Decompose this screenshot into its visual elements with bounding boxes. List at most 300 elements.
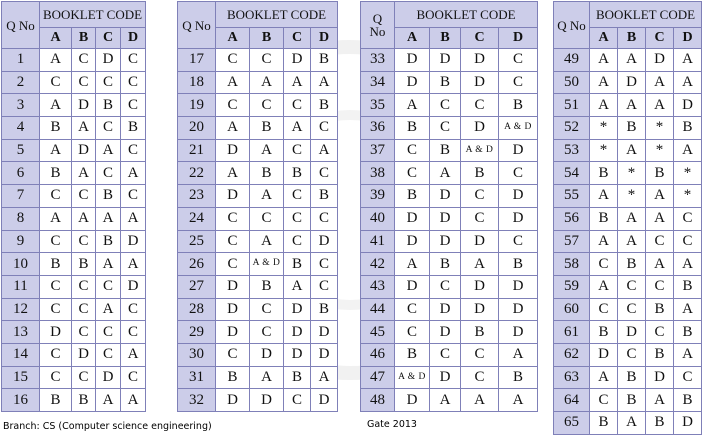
answer-cell: D xyxy=(311,230,338,253)
answer-cell: A xyxy=(674,298,702,321)
answer-cell: D xyxy=(216,275,250,298)
table-row xyxy=(2,185,146,208)
answer-cell: A xyxy=(674,49,702,72)
answer-cell: B xyxy=(430,71,461,94)
answer-cell: B xyxy=(40,389,72,412)
question-number: 8 xyxy=(2,207,40,230)
question-number: 45 xyxy=(361,321,395,344)
question-number: 36 xyxy=(361,117,395,140)
question-number: 53 xyxy=(554,139,590,162)
branch-label: Branch: CS (Computer science engineering) xyxy=(3,421,212,432)
answer-cell: B xyxy=(430,139,461,162)
answer-cell: D xyxy=(96,49,121,72)
answer-cell: D xyxy=(499,139,538,162)
answer-cell: B xyxy=(646,298,674,321)
question-number: 27 xyxy=(178,275,216,298)
answer-cell: D xyxy=(461,230,499,253)
table-row xyxy=(554,49,702,72)
answer-cell: A & D xyxy=(461,139,499,162)
answer-table-3 xyxy=(360,1,538,412)
question-number: 9 xyxy=(2,230,40,253)
table-row xyxy=(554,162,702,185)
answer-cell: A xyxy=(674,253,702,276)
question-number: 17 xyxy=(178,49,216,72)
code-header-a: A xyxy=(216,28,250,49)
answer-cell: D xyxy=(618,71,646,94)
answer-cell: B xyxy=(395,117,430,140)
answer-cell: A xyxy=(250,185,284,208)
question-number: 10 xyxy=(2,253,40,276)
answer-cell: A xyxy=(96,207,121,230)
answer-cell: C xyxy=(311,253,338,276)
question-number: 35 xyxy=(361,94,395,117)
question-number: 25 xyxy=(178,230,216,253)
table-row xyxy=(554,298,702,321)
table-row xyxy=(178,162,338,185)
table-row xyxy=(2,139,146,162)
table-row xyxy=(361,162,538,185)
question-number: 43 xyxy=(361,275,395,298)
answer-cell: C xyxy=(284,230,311,253)
answer-cell: D xyxy=(72,94,96,117)
answer-cell: C xyxy=(284,389,311,412)
answer-cell: D xyxy=(618,321,646,344)
answer-cell: A xyxy=(40,207,72,230)
answer-cell: C xyxy=(311,207,338,230)
answer-cell: C xyxy=(284,185,311,208)
q-no-header: Q No xyxy=(361,2,395,49)
question-number: 60 xyxy=(554,298,590,321)
answer-cell: C xyxy=(646,275,674,298)
answer-cell: D xyxy=(284,321,311,344)
answer-cell: C xyxy=(121,366,146,389)
question-number: 7 xyxy=(2,185,40,208)
answer-cell: A xyxy=(618,207,646,230)
booklet-code-header: BOOKLET CODE xyxy=(590,2,702,28)
table-row xyxy=(554,94,702,117)
question-number: 38 xyxy=(361,162,395,185)
answer-cell: C xyxy=(72,71,96,94)
answer-cell: A xyxy=(430,389,461,412)
answer-cell: * xyxy=(674,185,702,208)
table-row xyxy=(554,230,702,253)
answer-cell: C xyxy=(646,230,674,253)
code-header-d: D xyxy=(121,28,146,49)
question-number: 4 xyxy=(2,117,40,140)
answer-cell: D xyxy=(96,366,121,389)
answer-cell: A xyxy=(590,366,618,389)
answer-cell: B xyxy=(72,389,96,412)
answer-cell: D xyxy=(430,230,461,253)
answer-cell: B xyxy=(250,275,284,298)
answer-cell: D xyxy=(121,230,146,253)
answer-cell: C xyxy=(499,162,538,185)
question-number: 58 xyxy=(554,253,590,276)
question-number: 12 xyxy=(2,298,40,321)
question-number: 3 xyxy=(2,94,40,117)
question-number: 18 xyxy=(178,71,216,94)
answer-cell: A xyxy=(395,253,430,276)
answer-cell: A xyxy=(284,117,311,140)
table-row xyxy=(554,185,702,208)
answer-cell: C xyxy=(250,94,284,117)
table-row xyxy=(554,366,702,389)
code-header-d: D xyxy=(674,28,702,49)
answer-cell: * xyxy=(590,139,618,162)
answer-table-4 xyxy=(553,1,702,435)
answer-cell: C xyxy=(499,49,538,72)
answer-cell: A xyxy=(72,207,96,230)
question-number: 55 xyxy=(554,185,590,208)
question-number: 1 xyxy=(2,49,40,72)
question-number: 33 xyxy=(361,49,395,72)
answer-cell: A xyxy=(121,389,146,412)
answer-cell: D xyxy=(395,275,430,298)
answer-cell: B xyxy=(646,162,674,185)
answer-cell: C xyxy=(96,162,121,185)
answer-cell: D xyxy=(430,366,461,389)
question-number: 47 xyxy=(361,366,395,389)
answer-cell: D xyxy=(395,71,430,94)
answer-cell: B xyxy=(499,366,538,389)
question-number: 6 xyxy=(2,162,40,185)
question-number: 44 xyxy=(361,298,395,321)
answer-cell: D xyxy=(284,49,311,72)
table-row xyxy=(361,275,538,298)
answer-cell: A xyxy=(646,94,674,117)
answer-cell: A xyxy=(72,117,96,140)
answer-cell: B xyxy=(499,253,538,276)
answer-cell: C xyxy=(250,49,284,72)
table-row xyxy=(361,71,538,94)
answer-cell: C xyxy=(284,94,311,117)
answer-cell: C xyxy=(395,139,430,162)
answer-cell: A xyxy=(674,71,702,94)
answer-cell: B xyxy=(646,343,674,366)
table-row xyxy=(554,207,702,230)
answer-cell: C xyxy=(590,389,618,412)
answer-table-2 xyxy=(177,1,338,412)
table-row xyxy=(178,389,338,412)
question-number: 46 xyxy=(361,343,395,366)
answer-cell: A & D xyxy=(499,117,538,140)
answer-cell: D xyxy=(284,298,311,321)
answer-cell: B xyxy=(311,94,338,117)
answer-cell: B xyxy=(590,321,618,344)
table-row xyxy=(178,253,338,276)
table-row xyxy=(2,343,146,366)
answer-cell: C xyxy=(216,49,250,72)
answer-cell: D xyxy=(461,117,499,140)
code-header-d: D xyxy=(499,28,538,49)
question-number: 39 xyxy=(361,185,395,208)
table-row xyxy=(178,275,338,298)
answer-cell: A xyxy=(590,94,618,117)
answer-cell: * xyxy=(618,162,646,185)
answer-cell: A xyxy=(250,139,284,162)
question-number: 49 xyxy=(554,49,590,72)
answer-cell: C xyxy=(121,94,146,117)
answer-cell: B xyxy=(311,298,338,321)
code-header-b: B xyxy=(618,28,646,49)
answer-cell: C xyxy=(461,343,499,366)
answer-cell: C xyxy=(284,207,311,230)
table-row xyxy=(361,343,538,366)
answer-cell: * xyxy=(646,139,674,162)
answer-cell: B xyxy=(96,94,121,117)
answer-cell: A & D xyxy=(250,253,284,276)
table-row xyxy=(2,389,146,412)
answer-cell: B xyxy=(618,366,646,389)
q-no-header: Q No xyxy=(2,2,40,49)
answer-table-1 xyxy=(1,1,146,412)
booklet-code-header: BOOKLET CODE xyxy=(395,2,538,28)
answer-cell: C xyxy=(216,94,250,117)
answer-cell: C xyxy=(430,94,461,117)
answer-cell: C xyxy=(461,94,499,117)
table-row xyxy=(178,366,338,389)
answer-cell: A xyxy=(40,139,72,162)
code-header-b: B xyxy=(72,28,96,49)
answer-cell: C xyxy=(590,253,618,276)
question-number: 52 xyxy=(554,117,590,140)
answer-cell: A xyxy=(96,139,121,162)
table-row xyxy=(178,207,338,230)
table-row xyxy=(361,230,538,253)
answer-cell: A xyxy=(646,389,674,412)
answer-cell: D xyxy=(430,298,461,321)
answer-cell: B xyxy=(96,230,121,253)
booklet-code-header: BOOKLET CODE xyxy=(40,2,146,28)
question-number: 24 xyxy=(178,207,216,230)
answer-cell: C xyxy=(461,366,499,389)
question-number: 30 xyxy=(178,343,216,366)
answer-cell: B xyxy=(40,162,72,185)
answer-cell: C xyxy=(40,298,72,321)
table-row xyxy=(2,253,146,276)
answer-cell: C xyxy=(430,117,461,140)
table-row xyxy=(178,321,338,344)
answer-cell: D xyxy=(395,230,430,253)
answer-cell: A xyxy=(284,275,311,298)
q-no-header: Q No xyxy=(554,2,590,49)
answer-cell: A xyxy=(646,71,674,94)
question-number: 23 xyxy=(178,185,216,208)
question-number: 34 xyxy=(361,71,395,94)
answer-cell: A xyxy=(121,253,146,276)
answer-cell: A xyxy=(590,230,618,253)
answer-cell: C xyxy=(461,207,499,230)
table-row xyxy=(361,139,538,162)
table-row xyxy=(554,343,702,366)
question-number: 26 xyxy=(178,253,216,276)
table-row xyxy=(361,298,538,321)
answer-cell: B xyxy=(430,253,461,276)
code-header-c: C xyxy=(461,28,499,49)
q-no-header: Q No xyxy=(178,2,216,49)
answer-cell: A xyxy=(40,94,72,117)
table-row xyxy=(2,94,146,117)
question-number: 41 xyxy=(361,230,395,253)
answer-cell: D xyxy=(395,49,430,72)
code-header-c: C xyxy=(96,28,121,49)
code-header-b: B xyxy=(430,28,461,49)
answer-cell: * xyxy=(618,185,646,208)
table-row xyxy=(178,49,338,72)
answer-cell: B xyxy=(499,94,538,117)
answer-cell: A xyxy=(461,253,499,276)
question-number: 19 xyxy=(178,94,216,117)
answer-cell: A xyxy=(646,207,674,230)
table-row xyxy=(2,230,146,253)
answer-cell: D xyxy=(674,412,702,435)
table-row xyxy=(178,71,338,94)
question-number: 11 xyxy=(2,275,40,298)
answer-cell: A xyxy=(430,162,461,185)
table-row xyxy=(2,321,146,344)
answer-cell: C xyxy=(40,230,72,253)
answer-cell: A xyxy=(646,253,674,276)
answer-cell: C xyxy=(40,71,72,94)
answer-cell: A xyxy=(311,71,338,94)
answer-cell: C xyxy=(250,298,284,321)
answer-cell: A xyxy=(618,230,646,253)
answer-cell: D xyxy=(646,366,674,389)
answer-cell: A xyxy=(590,185,618,208)
answer-cell: D xyxy=(646,49,674,72)
answer-cell: B xyxy=(311,185,338,208)
answer-cell: C xyxy=(216,230,250,253)
answer-cell: A xyxy=(674,139,702,162)
answer-cell: A xyxy=(311,366,338,389)
question-number: 64 xyxy=(554,389,590,412)
question-number: 54 xyxy=(554,162,590,185)
answer-cell: D xyxy=(430,185,461,208)
answer-cell: B xyxy=(72,253,96,276)
answer-cell: C xyxy=(96,343,121,366)
answer-cell: B xyxy=(96,185,121,208)
question-number: 51 xyxy=(554,94,590,117)
code-header-a: A xyxy=(395,28,430,49)
table-row xyxy=(178,94,338,117)
answer-cell: A xyxy=(216,117,250,140)
answer-cell: C xyxy=(430,275,461,298)
answer-cell: C xyxy=(96,321,121,344)
answer-cell: B xyxy=(284,366,311,389)
answer-cell: D xyxy=(499,207,538,230)
question-number: 61 xyxy=(554,321,590,344)
table-row xyxy=(2,207,146,230)
answer-cell: D xyxy=(674,94,702,117)
code-header-b: B xyxy=(250,28,284,49)
answer-cell: C xyxy=(216,253,250,276)
answer-cell: D xyxy=(499,185,538,208)
code-header-c: C xyxy=(284,28,311,49)
answer-cell: C xyxy=(674,207,702,230)
answer-cell: A xyxy=(216,71,250,94)
answer-cell: C xyxy=(250,321,284,344)
answer-cell: B xyxy=(250,117,284,140)
table-row xyxy=(554,71,702,94)
answer-cell: D xyxy=(40,321,72,344)
answer-cell: C xyxy=(499,230,538,253)
answer-cell: D xyxy=(499,321,538,344)
answer-cell: A xyxy=(499,343,538,366)
table-row xyxy=(361,321,538,344)
answer-cell: A xyxy=(72,162,96,185)
answer-cell: B xyxy=(674,389,702,412)
question-number: 20 xyxy=(178,117,216,140)
answer-cell: D xyxy=(216,139,250,162)
answer-cell: C xyxy=(96,71,121,94)
answer-cell: A xyxy=(96,253,121,276)
answer-cell: D xyxy=(284,343,311,366)
answer-cell: C xyxy=(461,185,499,208)
answer-cell: B xyxy=(618,389,646,412)
answer-cell: B xyxy=(461,162,499,185)
answer-cell: A xyxy=(250,71,284,94)
answer-cell: B xyxy=(395,343,430,366)
question-number: 22 xyxy=(178,162,216,185)
answer-cell: D xyxy=(461,298,499,321)
question-number: 50 xyxy=(554,71,590,94)
answer-cell: A xyxy=(96,298,121,321)
answer-cell: A xyxy=(216,162,250,185)
answer-cell: * xyxy=(590,117,618,140)
question-number: 48 xyxy=(361,389,395,412)
answer-cell: D xyxy=(430,207,461,230)
answer-cell: B xyxy=(590,207,618,230)
table-row xyxy=(361,253,538,276)
question-number: 29 xyxy=(178,321,216,344)
answer-cell: C xyxy=(121,185,146,208)
answer-cell: D xyxy=(311,321,338,344)
answer-cell: D xyxy=(216,298,250,321)
question-number: 65 xyxy=(554,412,590,435)
answer-cell: D xyxy=(72,139,96,162)
question-number: 62 xyxy=(554,343,590,366)
table-row xyxy=(554,139,702,162)
answer-cell: B xyxy=(590,162,618,185)
table-row xyxy=(2,162,146,185)
table-row xyxy=(178,185,338,208)
answer-cell: D xyxy=(430,49,461,72)
question-number: 13 xyxy=(2,321,40,344)
answer-cell: B xyxy=(250,162,284,185)
table-row xyxy=(2,117,146,140)
answer-cell: C xyxy=(40,185,72,208)
question-number: 59 xyxy=(554,275,590,298)
answer-cell: A xyxy=(121,343,146,366)
question-number: 5 xyxy=(2,139,40,162)
answer-cell: C xyxy=(646,321,674,344)
answer-cell: D xyxy=(395,207,430,230)
answer-cell: C xyxy=(72,298,96,321)
answer-cell: C xyxy=(250,207,284,230)
answer-cell: C xyxy=(618,343,646,366)
answer-cell: C xyxy=(72,49,96,72)
code-header-c: C xyxy=(646,28,674,49)
answer-cell: C xyxy=(430,343,461,366)
answer-cell: C xyxy=(311,275,338,298)
answer-cell: A xyxy=(96,389,121,412)
question-number: 42 xyxy=(361,253,395,276)
answer-cell: C xyxy=(311,162,338,185)
answer-cell: D xyxy=(499,298,538,321)
answer-cell: C xyxy=(96,117,121,140)
answer-cell: B xyxy=(284,162,311,185)
answer-cell: B xyxy=(618,117,646,140)
